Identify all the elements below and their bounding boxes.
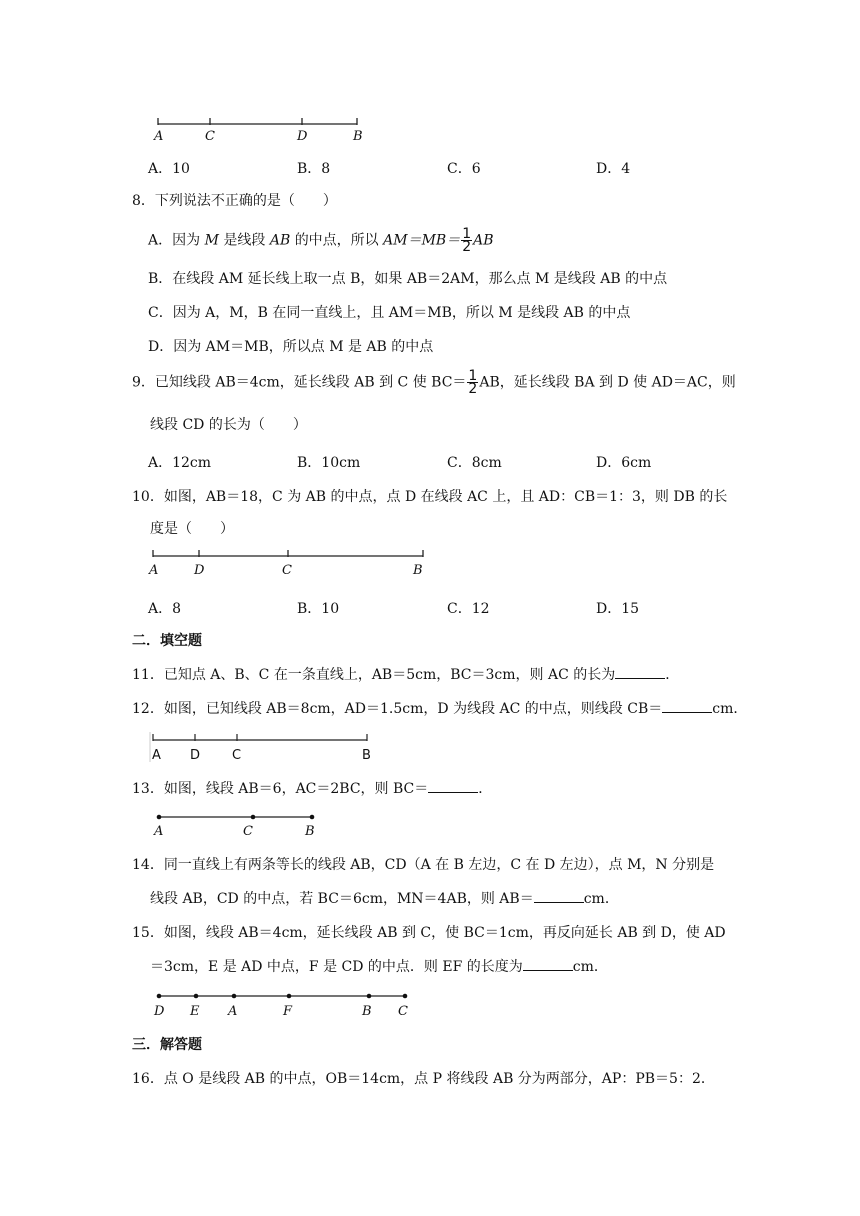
q9-options (0, 452, 860, 470)
label-a: A (149, 563, 159, 578)
q11: 11．已知点 A、B、C 在一条直线上，AB＝5cm，BC＝3cm，则 AC 的长为 ． (132, 667, 680, 683)
q8-option-d: D．因为 AM＝MB，所以点 M 是 AB 的中点 (148, 339, 434, 355)
q7-option-c: C．6 (447, 161, 481, 177)
label-b: B (305, 824, 315, 839)
q14-line2: 线段 AB，CD 的中点，若 BC＝6cm，MN＝4AB，则 AB＝ cm． (150, 891, 619, 907)
q8-option-c: C．因为 A，M，B 在同一直线上，且 AM＝MB，所以 M 是线段 AB 的中点 (148, 305, 631, 321)
label-b: B (353, 129, 363, 144)
answer-blank[interactable] (615, 666, 665, 679)
q9-line2: 线段 CD 的长为（ ） (150, 417, 307, 433)
figure-q15-segment (150, 990, 420, 1020)
label-b: B (413, 563, 423, 578)
label-d: D (154, 1004, 165, 1019)
label-c: C (243, 824, 253, 839)
section-heading-solutions: 三．解答题 (132, 1037, 202, 1053)
q10-option-c: C．12 (447, 601, 490, 617)
figure-q7-segment (150, 115, 370, 145)
q8-stem: 8．下列说法不正确的是（ ） (132, 193, 337, 209)
fraction-one-half: $\frac{1}{2}$ (462, 226, 472, 255)
q7-option-d: D．4 (596, 161, 631, 177)
q13: 13．如图，线段 AB＝6，AC＝2BC，则 BC＝ ． (132, 781, 493, 797)
q15-line2: ＝3cm，E 是 AD 中点，F 是 CD 的中点．则 EF 的长度为 cm． (150, 959, 608, 975)
label-c: C (398, 1004, 408, 1019)
fraction-one-half: $\frac{1}{2}$ (468, 368, 478, 397)
q12: 12．如图，已知线段 AB＝8cm，AD＝1.5cm，D 为线段 AC 的中点，则线段 CB＝ cm． (132, 701, 748, 717)
label-d: D (190, 748, 201, 763)
label-c: C (282, 563, 292, 578)
figure-q10-segment (148, 548, 438, 578)
q10-option-d: D．15 (596, 601, 640, 617)
q10-line1: 10．如图，AB＝18，C 为 AB 的中点，点 D 在线段 AC 上，且 AD：CB＝1：3，则 DB 的长 (132, 489, 728, 505)
q15-line1: 15．如图，线段 AB＝4cm，延长线段 AB 到 C，使 BC＝1cm，再反向延长 AB 到 D，使 AD (132, 925, 726, 941)
label-a: A (228, 1004, 238, 1019)
label-c: C (205, 129, 215, 144)
figure-q13-segment (150, 810, 330, 840)
label-d: D (297, 129, 308, 144)
label-c: C (232, 748, 242, 763)
q9-option-a: A．12cm (148, 455, 212, 471)
q10-option-a: A．8 (148, 601, 182, 617)
q14-line1: 14．同一直线上有两条等长的线段 AB，CD（A 在 B 左边，C 在 D 左边），点 M，N 分别是 (132, 857, 715, 873)
label-b: B (362, 1004, 372, 1019)
answer-blank[interactable] (534, 890, 584, 903)
q10-line2: 度是（ ） (150, 521, 234, 537)
label-b: B (362, 748, 371, 763)
q9-option-b: B．10cm (297, 455, 361, 471)
q8-option-a: A．因为 M 是线段 AB 的中点，所以 AM＝MB＝ $\frac{1}{2}$ AB (148, 226, 494, 255)
label-d: D (194, 563, 205, 578)
q16: 16．点 O 是线段 AB 的中点，OB＝14cm，点 P 将线段 AB 分为两部分，AP：PB＝5：2． (132, 1071, 715, 1087)
label-a: A (154, 129, 164, 144)
q7-options (0, 158, 860, 176)
label-a: A (154, 824, 164, 839)
q8-option-b: B．在线段 AM 延长线上取一点 B，如果 AB＝2AM，那么点 M 是线段 AB 的中点 (148, 271, 668, 287)
q9-line1: 9．已知线段 AB＝4cm，延长线段 AB 到 C 使 BC＝ $\frac{1}{2}$ AB，延长线段 BA 到 D 使 AD＝AC，则 (132, 368, 736, 397)
q7-option-a: A．10 (148, 161, 190, 177)
q10-option-b: B．10 (297, 601, 340, 617)
section-heading-fill-in: 二．填空题 (132, 633, 202, 649)
q10-options (0, 598, 860, 616)
answer-blank[interactable] (428, 780, 478, 793)
label-a: A (152, 748, 161, 763)
label-f: F (283, 1004, 293, 1019)
q7-option-b: B．8 (297, 161, 331, 177)
figure-q12-segment (150, 732, 380, 764)
label-e: E (190, 1004, 200, 1019)
answer-blank[interactable] (523, 958, 573, 971)
q9-option-d: D．6cm (596, 455, 652, 471)
answer-blank[interactable] (662, 700, 712, 713)
q9-option-c: C．8cm (447, 455, 502, 471)
